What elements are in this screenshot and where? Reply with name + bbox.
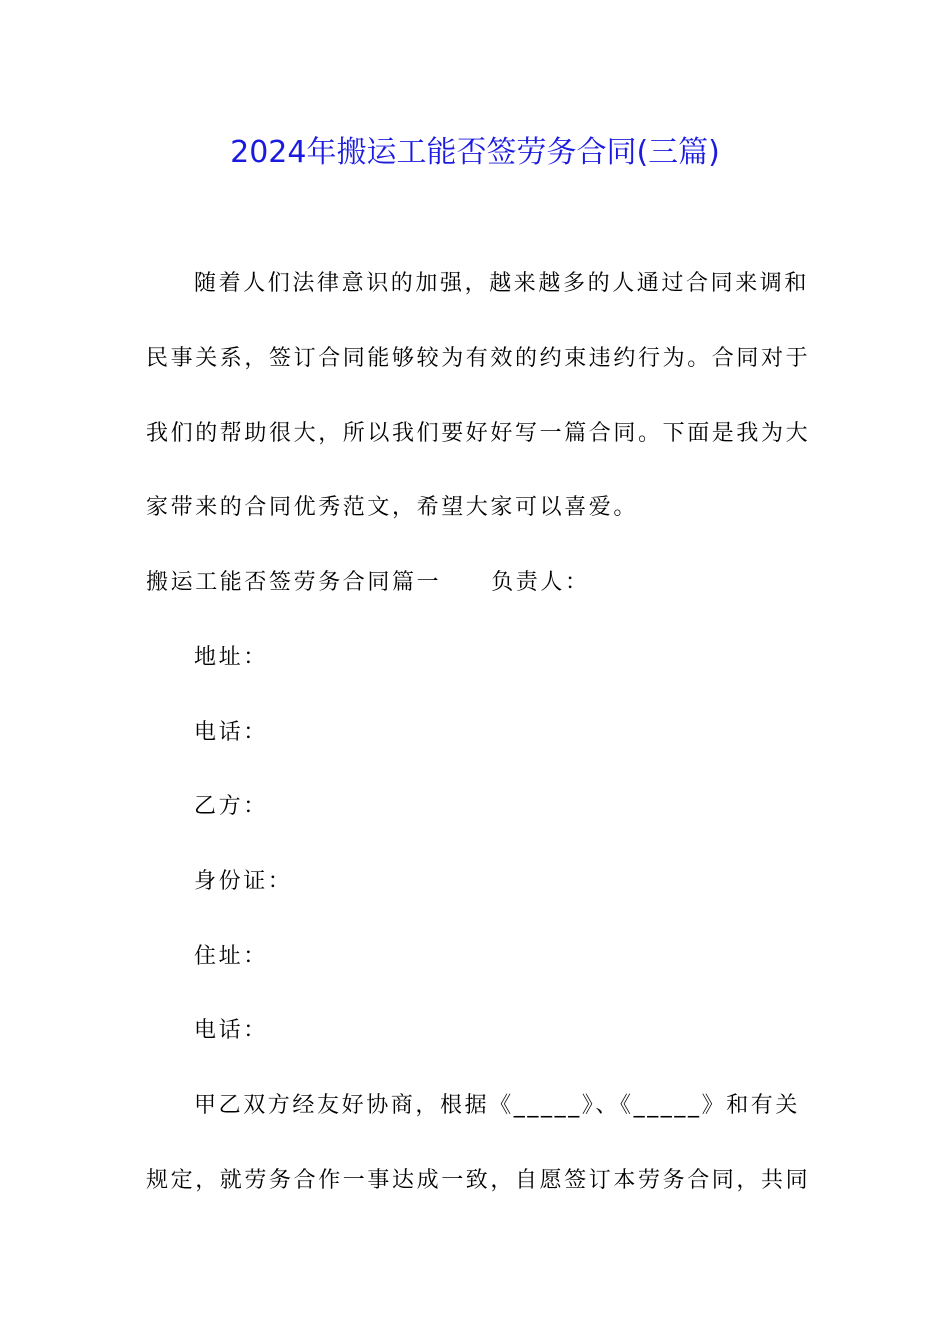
intro-line-3: 我们的帮助很大，所以我们要好好写一篇合同。下面是我为大: [146, 421, 811, 446]
intro-line-1: 随着人们法律意识的加强，越来越多的人通过合同来调和: [194, 271, 810, 296]
intro-line-4: 家带来的合同优秀范文，希望大家可以喜爱。: [146, 495, 639, 520]
field-id-card: 身份证：: [194, 869, 293, 894]
body-line-2: 规定，就劳务合作一事达成一致，自愿签订本劳务合同，共同: [146, 1168, 811, 1193]
section-heading: 搬运工能否签劳务合同篇一: [146, 570, 442, 595]
body-line-1: 甲乙双方经友好协商，根据《_____》、《_____》和有关: [194, 1093, 801, 1118]
section-field-responsible: 负责人：: [491, 570, 590, 595]
field-phone-2: 电话：: [194, 1018, 268, 1043]
field-residence: 住址：: [194, 944, 268, 969]
field-party-b: 乙方：: [194, 794, 268, 819]
intro-line-2: 民事关系，签订合同能够较为有效的约束违约行为。合同对于: [146, 346, 811, 371]
document-title: 2024年搬运工能否签劳务合同(三篇): [230, 135, 720, 170]
field-address: 地址：: [194, 645, 268, 670]
section-heading-line: [146, 563, 590, 603]
field-phone: 电话：: [194, 720, 268, 745]
